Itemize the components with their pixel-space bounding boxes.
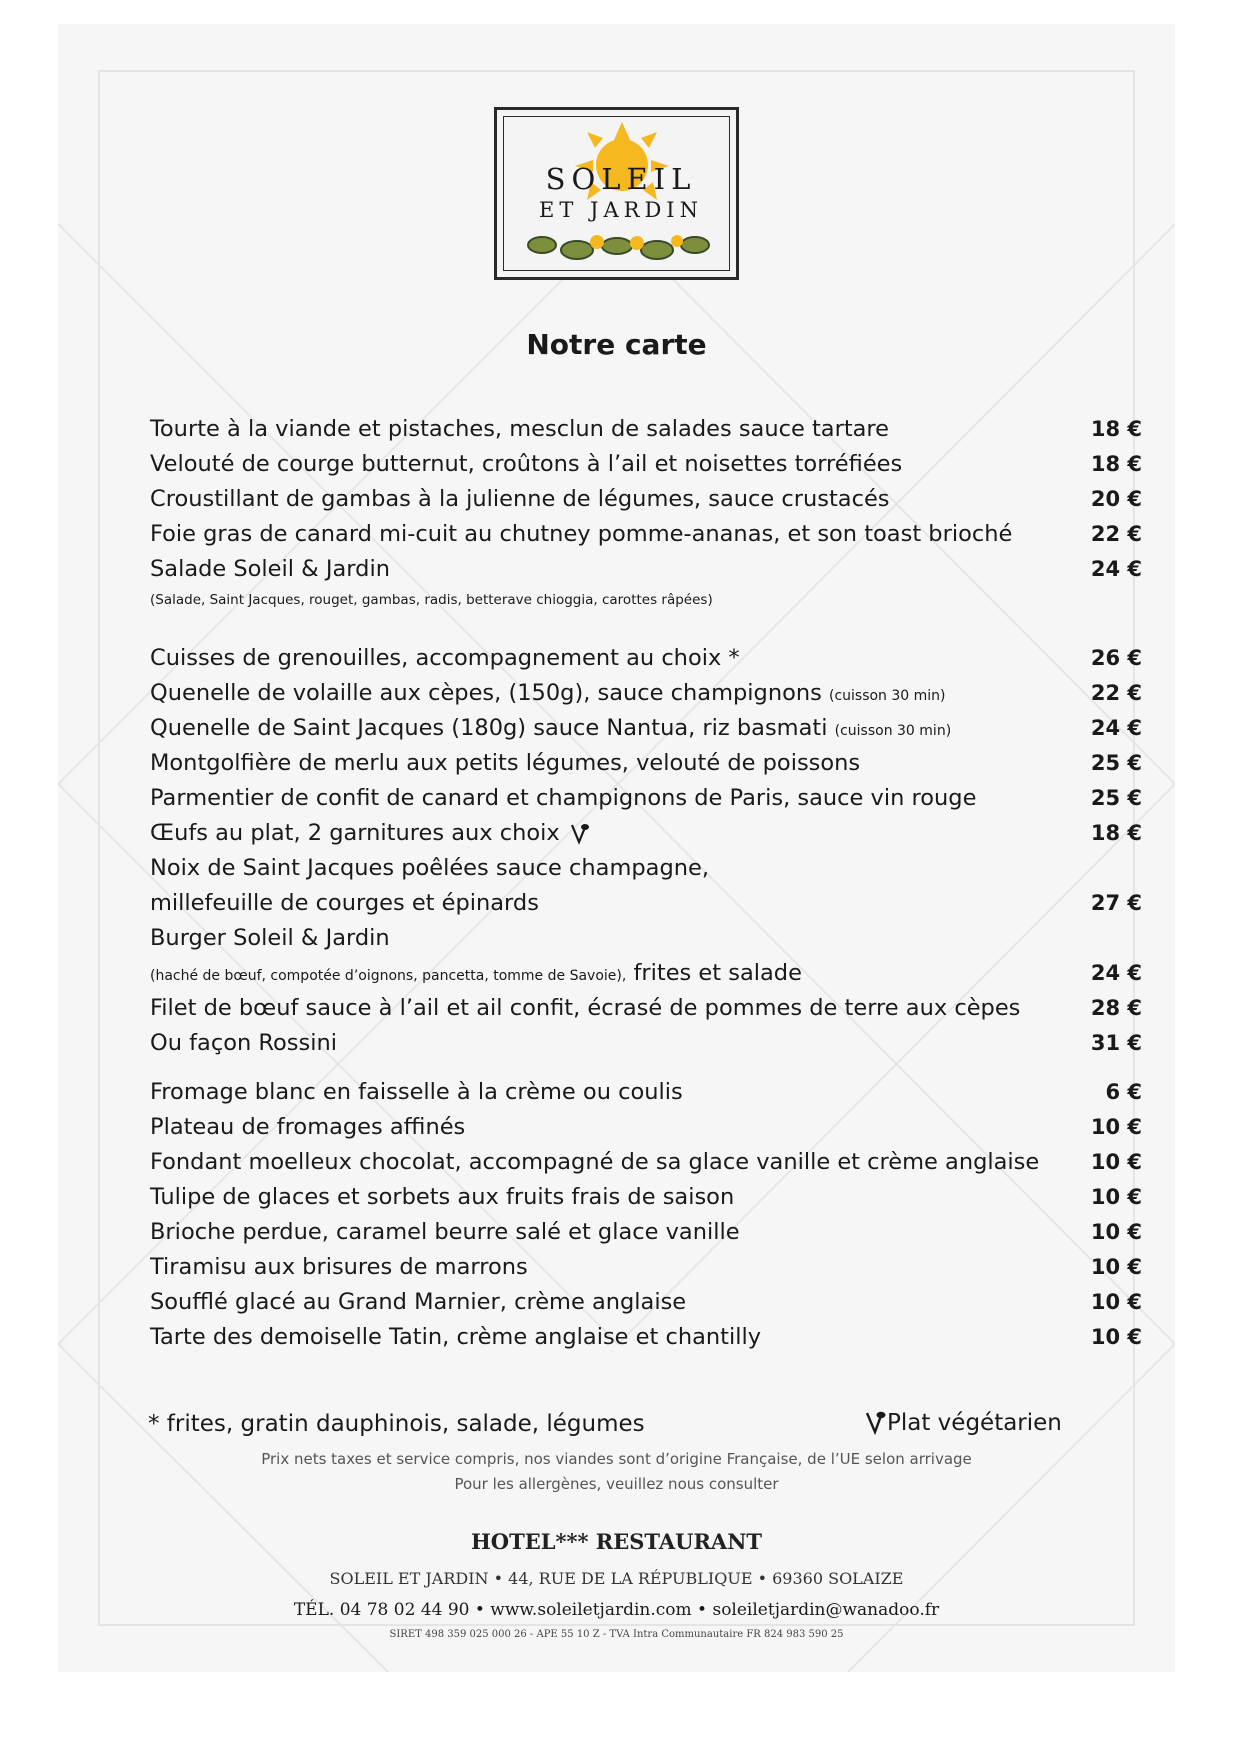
item-desc: Fromage blanc en faisselle à la crème ou coulis [150, 1079, 683, 1105]
vegetarian-legend [863, 1410, 1062, 1436]
item-price: 18 € [1090, 821, 1142, 845]
menu-item [150, 991, 1150, 1025]
item-desc: Quenelle de volaille aux cèpes, (150g), sauce champignons [150, 680, 822, 706]
menu-item [150, 1026, 1150, 1060]
item-desc: Soufflé glacé au Grand Marnier, crème anglaise [150, 1289, 687, 1315]
salade-note: (Salade, Saint Jacques, rouget, gambas, radis, betterave chioggia, carottes râpées) [150, 592, 713, 608]
item-desc: Noix de Saint Jacques poêlées sauce champagne, [150, 855, 709, 881]
menu-item [150, 1285, 1150, 1319]
soleil-et-jardin-logo [494, 107, 739, 280]
menu-item [150, 921, 1150, 955]
item-desc: Filet de bœuf sauce à l’ail et ail confit, écrasé de pommes de terre aux cèpes [150, 995, 1021, 1021]
item-desc: Burger Soleil & Jardin [150, 925, 390, 951]
legal-line-1: Prix nets taxes et service compris, nos viandes sont d’origine Française, de l’UE selon arrivage [261, 1450, 972, 1468]
item-price: 26 € [1090, 646, 1142, 670]
menu-item [150, 886, 1150, 920]
menu-item [150, 1320, 1150, 1354]
item-price: 31 € [1090, 1031, 1142, 1055]
menu-item [150, 816, 1150, 850]
menu-item [150, 412, 1150, 446]
item-desc: Foie gras de canard mi-cuit au chutney pomme-ananas, et son toast brioché [150, 521, 1013, 547]
garnish-footnote: * frites, gratin dauphinois, salade, légumes [148, 1411, 645, 1437]
sun-icon [497, 110, 742, 283]
item-desc: Velouté de courge butternut, croûtons à l’ail et noisettes torréfiées [150, 451, 903, 477]
item-desc: Salade Soleil & Jardin [150, 556, 390, 582]
menu-item [150, 552, 1150, 586]
item-price: 24 € [1090, 961, 1142, 985]
menu-item [150, 1215, 1150, 1249]
item-desc: Fondant moelleux chocolat, accompagné de sa glace vanille et crème anglaise [150, 1149, 1040, 1175]
item-price: 10 € [1090, 1255, 1142, 1279]
item-desc: Parmentier de confit de canard et champignons de Paris, sauce vin rouge [150, 785, 977, 811]
cooking-note: (cuisson 30 min) [834, 723, 952, 739]
item-price: 10 € [1090, 1185, 1142, 1209]
vegetarian-label: Plat végétarien [887, 1410, 1062, 1436]
item-price: 24 € [1090, 716, 1142, 740]
menu-item [150, 641, 1150, 675]
item-desc: Tiramisu aux brisures de marrons [150, 1254, 528, 1280]
item-price: 27 € [1090, 891, 1142, 915]
item-price: 22 € [1090, 522, 1142, 546]
siret-line: SIRET 498 359 025 000 26 - APE 55 10 Z - TVA Intra Communautaire FR 824 983 590 25 [389, 1629, 844, 1640]
hotel-title: HOTEL*** RESTAURANT [470, 1529, 763, 1554]
item-price: 20 € [1090, 487, 1142, 511]
logo-line1: SOLEIL [545, 162, 697, 196]
menu-item [150, 746, 1150, 780]
item-price: 25 € [1090, 751, 1142, 775]
menu-sheet [58, 24, 1175, 1672]
menu-item [150, 1110, 1150, 1144]
menu-item [150, 1250, 1150, 1284]
item-desc: Montgolfière de merlu aux petits légumes, velouté de poissons [150, 750, 861, 776]
item-desc: Brioche perdue, caramel beurre salé et glace vanille [150, 1219, 740, 1245]
item-desc: Tarte des demoiselle Tatin, crème anglaise et chantilly [150, 1324, 762, 1350]
item-desc: Tourte à la viande et pistaches, mesclun de salades sauce tartare [150, 416, 890, 442]
legal-line-2: Pour les allergènes, veuillez nous consulter [454, 1475, 779, 1493]
item-price: 10 € [1090, 1115, 1142, 1139]
menu-item [150, 956, 1150, 990]
item-price: 18 € [1090, 417, 1142, 441]
item-price: 10 € [1090, 1325, 1142, 1349]
item-price: 24 € [1090, 557, 1142, 581]
menu-item [150, 517, 1150, 551]
burger-note: (haché de bœuf, compotée d’oignons, pancetta, tomme de Savoie), [150, 968, 627, 984]
vegetarian-icon [863, 1410, 887, 1436]
item-price: 18 € [1090, 452, 1142, 476]
menu-item [150, 851, 1150, 885]
menu-item [150, 1145, 1150, 1179]
item-desc: Croustillant de gambas à la julienne de légumes, sauce crustacés [150, 486, 890, 512]
menu-item [150, 676, 1150, 710]
menu-item [150, 1075, 1150, 1109]
contact-line: TÉL. 04 78 02 44 90 • www.soleiletjardin.com • soleiletjardin@wanadoo.fr [293, 1600, 940, 1620]
vegetarian-icon [568, 822, 590, 846]
logo-line2: ET JARDIN [539, 198, 703, 222]
item-desc: Ou façon Rossini [150, 1030, 337, 1056]
item-price: 6 € [1105, 1080, 1142, 1104]
item-desc: Quenelle de Saint Jacques (180g) sauce Nantua, riz basmati [150, 715, 828, 741]
menu-item [150, 1180, 1150, 1214]
item-desc: Œufs au plat, 2 garnitures aux choix [150, 820, 560, 846]
item-desc: Tulipe de glaces et sorbets aux fruits frais de saison [150, 1184, 735, 1210]
item-price: 10 € [1090, 1150, 1142, 1174]
item-desc: millefeuille de courges et épinards [150, 890, 539, 916]
menu-item [150, 482, 1150, 516]
item-price: 25 € [1090, 786, 1142, 810]
menu-item [150, 711, 1150, 745]
item-price: 10 € [1090, 1220, 1142, 1244]
menu-item [150, 447, 1150, 481]
item-desc: Plateau de fromages affinés [150, 1114, 466, 1140]
item-price: 28 € [1090, 996, 1142, 1020]
menu-item [150, 781, 1150, 815]
item-price: 22 € [1090, 681, 1142, 705]
item-desc: frites et salade [633, 960, 802, 986]
item-desc: Cuisses de grenouilles, accompagnement au choix * [150, 645, 740, 671]
item-price: 10 € [1090, 1290, 1142, 1314]
address-line: SOLEIL ET JARDIN • 44, RUE DE LA RÉPUBLIQUE • 69360 SOLAIZE [329, 1569, 904, 1588]
page-title: Notre carte [526, 328, 707, 361]
cooking-note: (cuisson 30 min) [828, 688, 946, 704]
